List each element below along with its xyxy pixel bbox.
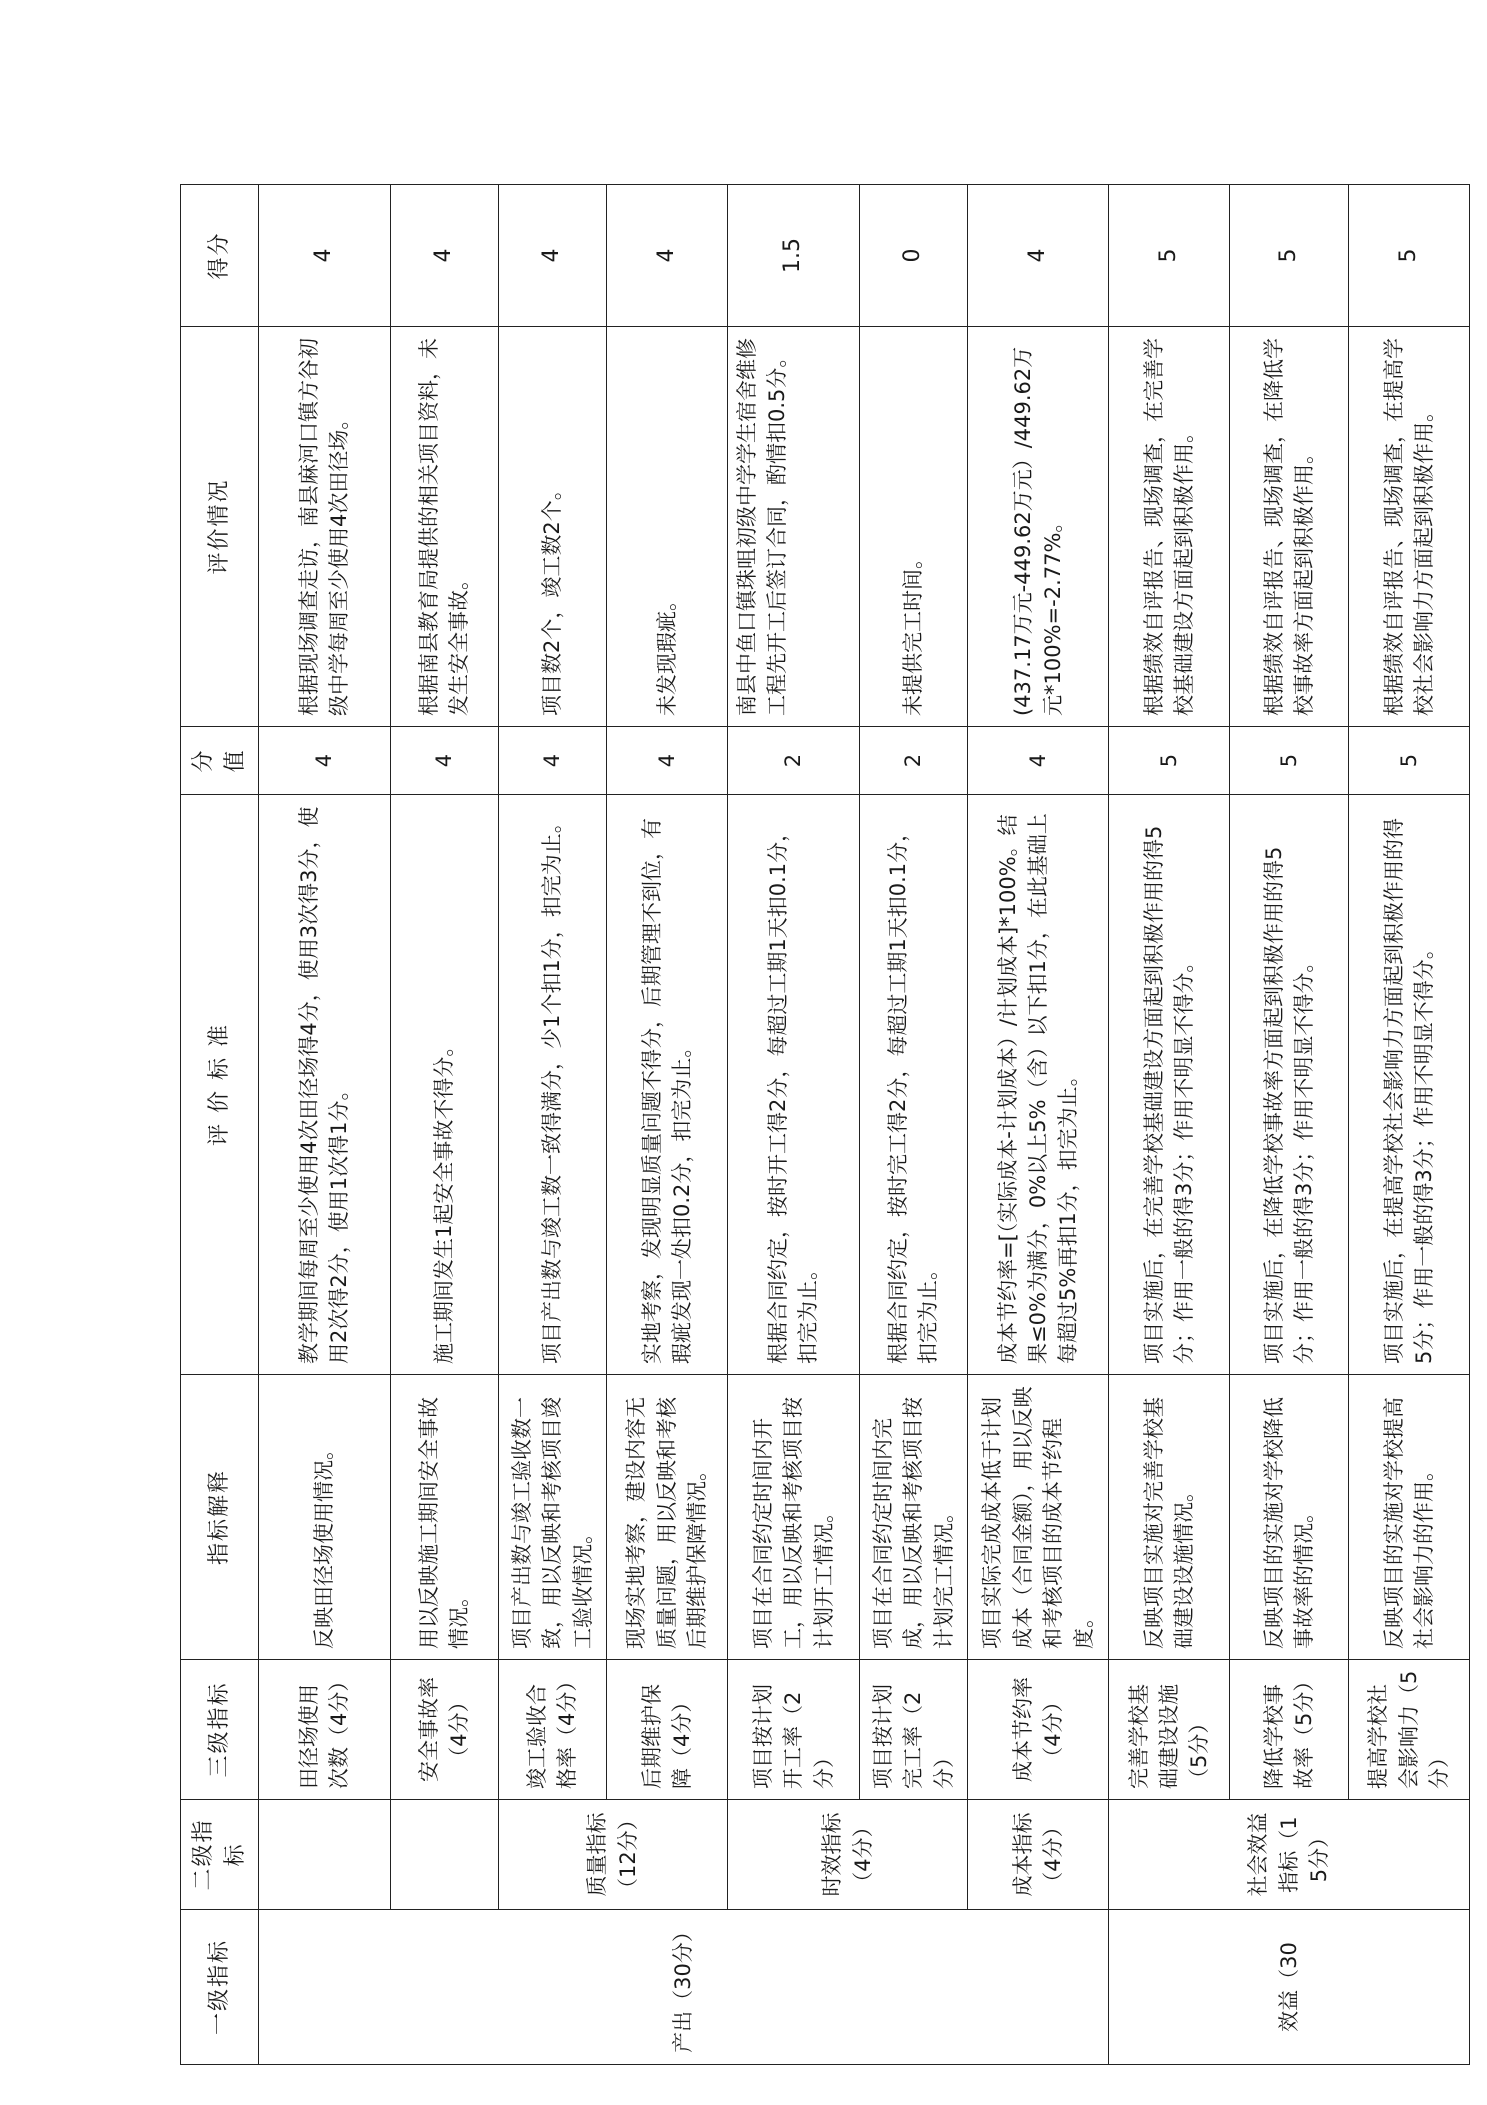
criteria-cell: 教学期间每周至少使用4次田径场得4分，使用3次得3分，使用2次得2分，使用1次得1分。 (259, 795, 391, 1375)
evaluation-table (180, 184, 1470, 2065)
criteria-cell: 实地考察，发现明显质量问题不得分，后期管理不到位，有瑕疵发现一处扣0.2分，扣完为止。 (607, 795, 728, 1375)
points-cell: 4 (390, 727, 498, 795)
header-row (181, 185, 259, 2065)
evaluation-cell: 未提供完工时间。 (859, 327, 967, 727)
header-points: 分值 (181, 727, 259, 795)
explanation-cell: 反映项目的实施对学校提高社会影响力的作用。 (1348, 1375, 1469, 1660)
level3-cell: 项目按计划完工率（2分） (859, 1660, 967, 1800)
level2-cell (390, 1800, 498, 1910)
points-cell: 5 (1109, 727, 1230, 795)
header-explanation: 指标解释 (181, 1375, 259, 1660)
points-cell: 4 (498, 727, 606, 795)
level2-cell: 时效指标（4分） (728, 1800, 968, 1910)
score-cell: 0 (859, 185, 967, 327)
score-cell: 4 (259, 185, 391, 327)
explanation-cell: 反映项目实施对完善学校基础建设设施情况。 (1109, 1375, 1230, 1660)
explanation-cell: 反映项目的实施对学校降低事故率的情况。 (1230, 1375, 1349, 1660)
table-row (498, 185, 606, 2065)
level3-cell: 后期维护保障（4分） (607, 1660, 728, 1800)
level2-cell: 社会效益指标（15分） (1109, 1800, 1470, 1910)
points-cell: 2 (728, 727, 860, 795)
table-row (390, 185, 498, 2065)
level2-cell (259, 1800, 391, 1910)
level3-cell: 田径场使用次数（4分） (259, 1660, 391, 1800)
group-benefit: 效益（30 (1109, 1910, 1470, 2065)
header-level1: 一级指标 (181, 1910, 259, 2065)
table-row (1109, 185, 1230, 2065)
criteria-cell: 项目实施后，在降低学校事故率方面起到积极作用的得5分；作用一般的得3分；作用不明显不得分。 (1230, 795, 1349, 1375)
level3-cell: 成本节约率（4分） (968, 1660, 1109, 1800)
points-cell: 2 (859, 727, 967, 795)
level3-cell: 安全事故率（4分） (390, 1660, 498, 1800)
header-score: 得分 (181, 185, 259, 327)
rotated-page (180, 185, 1470, 2065)
header-evaluation: 评价情况 (181, 327, 259, 727)
level3-cell: 完善学校基础建设设施（5分） (1109, 1660, 1230, 1800)
points-cell: 4 (968, 727, 1109, 795)
criteria-cell: 成本节约率=[（实际成本-计划成本）/计划成本]*100%。结果≤0%为满分，0%以上5%（含）以下扣1分，在此基础上每超过5%再扣1分，扣完为止。 (968, 795, 1109, 1375)
score-cell: 5 (1109, 185, 1230, 327)
table-row (607, 185, 728, 2065)
criteria-cell: 项目实施后，在完善学校基础建设方面起到积极作用的得5分；作用一般的得3分；作用不明显不得分。 (1109, 795, 1230, 1375)
evaluation-cell: 根据现场调查走访，南县麻河口镇方谷初级中学每周至少使用4次田径场。 (259, 327, 391, 727)
points-cell: 5 (1230, 727, 1349, 795)
table-row (859, 185, 967, 2065)
evaluation-cell: 根据南县教育局提供的相关项目资料，未发生安全事故。 (390, 327, 498, 727)
evaluation-cell (728, 327, 860, 727)
explanation-cell: 项目产出数与竣工验收数一致，用以反映和考核项目竣工验收情况。 (498, 1375, 606, 1660)
criteria-cell: 根据合同约定，按时开工得2分，每超过工期1天扣0.1分，扣完为止。 (728, 795, 860, 1375)
table-row (1230, 185, 1349, 2065)
explanation-cell: 项目在合同约定时间内开工，用以反映和考核项目按计划开工情况。 (728, 1375, 860, 1660)
table-row (259, 185, 391, 2065)
level3-cell: 降低学校事故率（5分） (1230, 1660, 1349, 1800)
level3-cell: 提高学校社会影响力（5分） (1348, 1660, 1469, 1800)
level3-cell: 竣工验收合格率（4分） (498, 1660, 606, 1800)
criteria-cell: 施工期间发生1起安全事故不得分。 (390, 795, 498, 1375)
evaluation-cell: 项目数2个，竣工数2个。 (498, 327, 606, 727)
evaluation-cell: (437.17万元-449.62万元）/449.62万元*100%=-2.77%。 (968, 327, 1109, 727)
header-criteria: 评 价 标 准 (181, 795, 259, 1375)
evaluation-text: 南县中鱼口镇珠咀初级中学学生宿舍维修工程先开工后签订合同，酌情扣0.5分。 (735, 338, 790, 716)
score-cell: 4 (390, 185, 498, 327)
level2-cell: 质量指标（12分） (498, 1800, 727, 1910)
criteria-cell: 项目实施后，在提高学校社会影响力方面起到积极作用的得5分；作用一般的得3分；作用不明显不得分。 (1348, 795, 1469, 1375)
points-cell: 5 (1348, 727, 1469, 795)
evaluation-cell: 根据绩效自评报告、现场调查，在降低学校事故率方面起到积极作用。 (1230, 327, 1349, 727)
explanation-cell: 现场实地考察，建设内容无质量问题，用以反映和考核后期维护保障情况。 (607, 1375, 728, 1660)
table-row (968, 185, 1109, 2065)
criteria-cell: 项目产出数与竣工数一致得满分，少1个扣1分，扣完为止。 (498, 795, 606, 1375)
score-cell: 4 (498, 185, 606, 327)
explanation-cell: 项目在合同约定时间内完成，用以反映和考核项目按计划完工情况。 (859, 1375, 967, 1660)
score-cell: 5 (1348, 185, 1469, 327)
level3-cell: 项目按计划开工率（2分） (728, 1660, 860, 1800)
criteria-cell: 根据合同约定，按时完工得2分，每超过工期1天扣0.1分，扣完为止。 (859, 795, 967, 1375)
table-row (728, 185, 860, 2065)
evaluation-cell: 未发现瑕疵。 (607, 327, 728, 727)
points-cell: 4 (259, 727, 391, 795)
level2-cell: 成本指标（4分） (968, 1800, 1109, 1910)
header-level3: 三级指标 (181, 1660, 259, 1800)
points-cell: 4 (607, 727, 728, 795)
evaluation-cell: 根据绩效自评报告、现场调查，在完善学校基础建设方面起到积极作用。 (1109, 327, 1230, 727)
explanation-cell: 用以反映施工期间安全事故情况。 (390, 1375, 498, 1660)
explanation-cell: 项目实际完成成本低于计划成本（合同金额），用以反映和考核项目的成本节约程度。 (968, 1375, 1109, 1660)
score-cell: 5 (1230, 185, 1349, 327)
evaluation-cell: 根据绩效自评报告、现场调查，在提高学校社会影响力方面起到积极作用。 (1348, 327, 1469, 727)
score-cell: 4 (968, 185, 1109, 327)
group-output: 产出（30分） (259, 1910, 1109, 2065)
score-cell: 4 (607, 185, 728, 327)
score-cell: 1.5 (728, 185, 860, 327)
table-row (1348, 185, 1469, 2065)
header-level2: 二级指标 (181, 1800, 259, 1910)
explanation-cell: 反映田径场使用情况。 (259, 1375, 391, 1660)
